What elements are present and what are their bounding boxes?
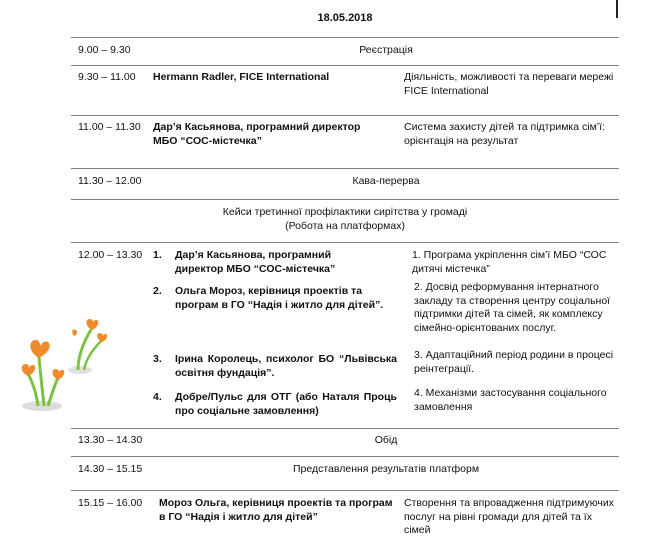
item-text: Ольга Мороз, керівниця проектів та програм в ГО “Надія і житло для дітей”. — [175, 285, 397, 353]
topic-cell: Система захисту дітей та підтримка сім’ї: орієнтація на результат — [401, 116, 619, 169]
time-cell: 11.30 – 12.00 — [71, 169, 153, 200]
row-kasianova — [71, 116, 619, 169]
date-row — [71, 0, 619, 38]
flowers-illustration — [14, 316, 114, 416]
time-cell: 11.00 – 11.30 — [71, 116, 153, 169]
list-item — [153, 249, 397, 285]
platform-topics — [401, 243, 619, 429]
item-number: 2. — [153, 285, 175, 353]
item-text: Ірина Королець, психолог БО “Львівська освітня фундація”. — [175, 353, 397, 391]
programme-table-wrap — [71, 0, 619, 545]
list-item — [153, 353, 397, 391]
session-label: Реєстрація — [153, 38, 619, 66]
cases-heading-line1: Кейси третинної профілактики сирітства у громаді — [71, 206, 619, 220]
date-cell: 18.05.2018 — [71, 0, 619, 38]
cases-heading — [71, 200, 619, 243]
row-results — [71, 457, 619, 491]
time-cell: 9.00 – 9.30 — [71, 38, 153, 66]
topic-item: 4. Механізми застосування соціального замовлення — [404, 387, 619, 414]
speaker-cell: Дар’я Касьянова, програмний директор МБО “СОС-містечка” — [153, 116, 401, 169]
platform-speakers — [153, 243, 401, 429]
item-text: Добре/Пульс для ОТГ (або Наталя Проць про соціальне замовлення) — [175, 391, 397, 418]
topic-item: 2. Досвід реформування інтернатного закладу та створення центру соціальної підтримки дітей та сімей, як комплексу сімейно-орієнтованих послуг. — [404, 281, 619, 349]
topic-item: 3. Адаптаційний період родини в процесі реінтеграції. — [404, 349, 619, 387]
row-coffee — [71, 169, 619, 200]
topic-cell: Створення та впровадження підтримуючих послуг на рівні громади для дітей та їх сімей — [401, 491, 619, 545]
item-number: 3. — [153, 353, 175, 391]
list-item — [153, 285, 397, 353]
programme-table — [71, 0, 619, 545]
time-cell: 12.00 – 13.30 — [71, 243, 153, 429]
speaker-cell: Hermann Radler, FICE International — [153, 66, 401, 116]
row-moroz — [71, 491, 619, 545]
item-number: 1. — [153, 249, 175, 285]
list-item — [153, 391, 397, 418]
time-cell: 13.30 – 14.30 — [71, 429, 153, 457]
time-cell: 15.15 – 16.00 — [71, 491, 153, 545]
session-label: Обід — [153, 429, 619, 457]
row-platforms — [71, 243, 619, 429]
row-registration — [71, 38, 619, 66]
topic-cell: Діяльність, можливості та переваги мережі FICE International — [401, 66, 619, 116]
item-text: Дар’я Касьянова, програмний директор МБО “СОС-містечка” — [175, 249, 397, 285]
row-cases — [71, 200, 619, 243]
topic-item: 1. Програма укріплення сім’ї МБО “СОС дитячі містечка” — [404, 249, 619, 281]
speaker-cell: Мороз Ольга, керівниця проектів та програм в ГО “Надія і житло для дітей” — [153, 491, 401, 545]
row-lunch — [71, 429, 619, 457]
session-label: Представлення результатів платформ — [153, 457, 619, 491]
row-radler — [71, 66, 619, 116]
cases-heading-line2: (Робота на платформах) — [71, 220, 619, 234]
time-cell: 9.30 – 11.00 — [71, 66, 153, 116]
session-label: Кава-перерва — [153, 169, 619, 200]
item-number: 4. — [153, 391, 175, 418]
time-cell: 14.30 – 15.15 — [71, 457, 153, 491]
